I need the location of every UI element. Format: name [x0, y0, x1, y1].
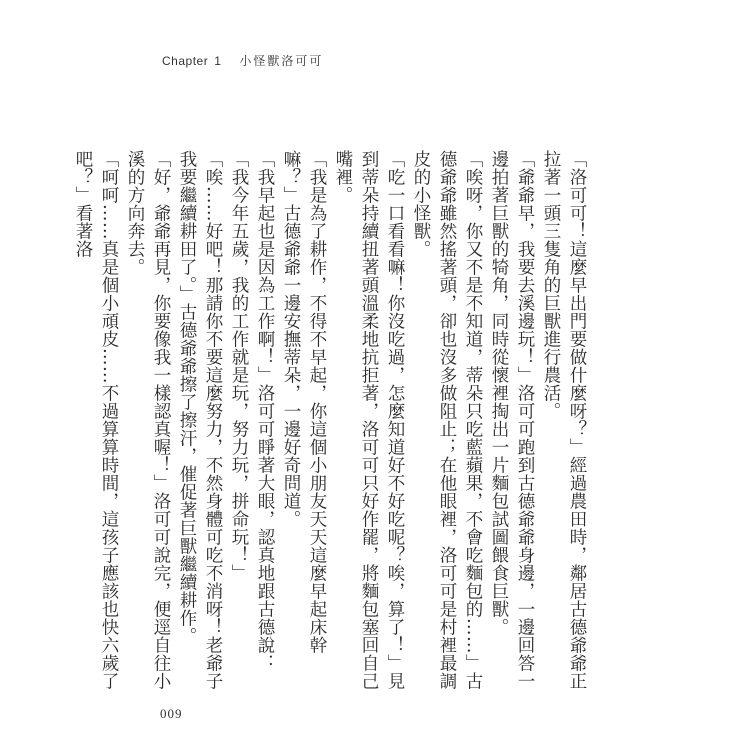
paragraph-9: 「呵呵……真是個小頑皮……不過算算時間，這孩子應該也快六歲了吧？」看著洛	[73, 150, 119, 690]
paragraph-3: 「唉呀，你又不是不知道，蒂朵只吃藍蘋果，不會吃麵包的……」古德爺爺雖然搖著頭，卻也沒多做阻止；在他眼裡，洛可可是村裡最調皮的小怪獸。	[411, 150, 483, 690]
paragraph-6: 「我早起也是因為工作啊！」洛可可睜著大眼，認真地跟古德說：「我今年五歲，我的工作就是玩，努力玩，拼命玩！」	[229, 150, 275, 672]
paragraph-2: 「爺爺早，我要去溪邊玩！」洛可可跑到古德爺爺身邊，一邊回答一邊拍著巨獸的犄角，同時從懷裡掏出一片麵包試圖餵食巨獸。	[489, 150, 535, 690]
paragraph-4: 「吃一口看看嘛！你沒吃過，怎麼知道好不好吃呢？唉，算了！」見到蒂朵持續扭著頭溫柔地抗拒著，洛可可只好作罷，將麵包塞回自己嘴裡。	[333, 150, 405, 690]
paragraph-7: 「唉……好吧！那請你不要這麼努力，不然身體可吃不消呀！老爺子我要繼續耕田了。」古德爺爺擦了擦汗，催促著巨獸繼續耕作。	[177, 150, 223, 690]
chapter-label: Chapter	[162, 54, 209, 68]
running-header	[162, 52, 323, 69]
page-number: 009	[160, 706, 183, 721]
paragraph-8: 「好，爺爺再見，你要像我一樣認真喔！」洛可可說完，便逕自往小溪的方向奔去。	[125, 150, 171, 690]
vertical-body-text	[73, 150, 590, 695]
chapter-number: 1	[214, 54, 222, 68]
chapter-title: 小怪獸洛可可	[239, 54, 324, 68]
paragraph-5: 「我是為了耕作，不得不早起，你這個小朋友天天這麼早起床幹嘛？」古德爺爺一邊安撫蒂朵，一邊好奇問道。	[281, 150, 327, 654]
paragraph-1: 「洛可可！這麼早出門要做什麼呀？」經過農田時，鄰居古德爺爺正拉著一頭三隻角的巨獸進行農活。	[541, 150, 587, 690]
